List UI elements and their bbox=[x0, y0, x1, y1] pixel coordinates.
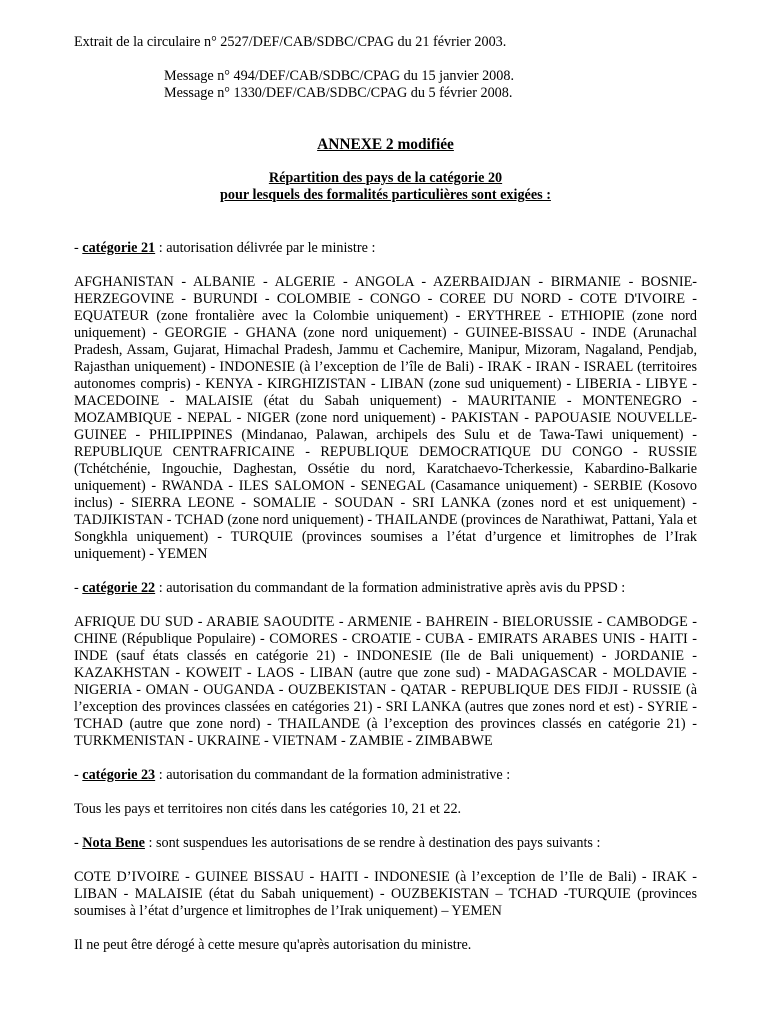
nota-bene-label: Nota Bene bbox=[82, 835, 145, 851]
message-reference-2: Message n° 1330/DEF/CAB/SDBC/CPAG du 5 février 2008. bbox=[164, 85, 513, 101]
footer-note: Il ne peut être dérogé à cette mesure qu'après autorisation du ministre. bbox=[74, 937, 472, 953]
subtitle-line-1: Répartition des pays de la catégorie 20 bbox=[268, 170, 503, 186]
category-23-label: catégorie 23 bbox=[82, 767, 156, 783]
category-22-label: catégorie 22 bbox=[82, 580, 156, 596]
category-21-heading: - catégorie 21 : autorisation délivrée par le ministre : bbox=[74, 240, 376, 256]
annex-subtitle bbox=[74, 170, 697, 204]
annex-title: ANNEXE 2 modifiée bbox=[317, 136, 454, 153]
message-reference-1: Message n° 494/DEF/CAB/SDBC/CPAG du 15 janvier 2008. bbox=[164, 68, 515, 84]
category-21-countries: AFGHANISTAN - ALBANIE - ALGERIE - ANGOLA - AZERBAIDJAN - BIRMANIE - BOSNIE-HERZEGOVINE - BURUNDI - COLOMBIE - CONGO - COREE DU NORD - COTE D'IVOIRE - EQUATEUR (zone frontalière avec la Colombie uniquement) - ERYTHREE - ETHIOPIE (zone nord uniquement) - GEORGIE - GHANA (zone nord uniquement) - GUINEE-BISSAU - INDE (Arunachal Pradesh, Assam, Gujarat, Himachal Pradesh, Jammu et Cachemire, Manipur, Mizoram, Nagaland, Pendjab, Rajasthan uniquement) - INDONESIE (à l’exception de l’île de Bali) - IRAK - IRAN - ISRAEL (territoires autonomes compris) - KENYA - KIRGHIZISTAN - LIBAN (zone sud uniquement) - LIBERIA - LIBYE - MACEDOINE - MALAISIE (état du Sabah uniquement) - MAURITANIE - MONTENEGRO - MOZAMBIQUE - NEPAL - NIGER (zone nord uniquement) - PAKISTAN - PAPOUASIE NOUVELLE-GUINEE - PHILIPPINES (Mindanao, Palawan, archipels des Sulu et de Tawa-Tawi uniquement) - REPUBLIQUE CENTRAFRICAINE - REPUBLIQUE DEMOCRATIQUE DU CONGO - RUSSIE (Tchétchénie, Ingouchie, Daghestan, Ossétie du nord, Karatchaevo-Tcherkessie, Kabardino-Balkarie uniquement) - RWANDA - ILES SALOMON - SENEGAL (Casamance uniquement) - SERBIE (Kosovo inclus) - SIERRA LEONE - SOMALIE - SOUDAN - SRI LANKA (zones nord et est uniquement) - TADJIKISTAN - TCHAD (zone nord uniquement) - THAILANDE (provinces de Narathiwat, Pattani, Yala et Songkhla uniquement) - TURQUIE (provinces soumises a l’état d’urgence et limitrophes de l’Irak uniquement) - YEMEN bbox=[74, 274, 697, 562]
category-22-heading: - catégorie 22 : autorisation du commandant de la formation administrative après avis du PPSD : bbox=[74, 580, 626, 596]
suspended-countries: COTE D’IVOIRE - GUINEE BISSAU - HAITI - INDONESIE (à l’exception de l’Ile de Bali) - IRAK - LIBAN - MALAISIE (état du Sabah uniquement) - OUZBEKISTAN – TCHAD -TURQUIE (provinces soumises à l’état d’urgence et limitrophes de l’Irak uniquement) – YEMEN bbox=[74, 869, 697, 919]
circular-reference: Extrait de la circulaire n° 2527/DEF/CAB/SDBC/CPAG du 21 février 2003. bbox=[74, 34, 507, 50]
category-23-body: Tous les pays et territoires non cités dans les catégories 10, 21 et 22. bbox=[74, 801, 462, 817]
category-21-label: catégorie 21 bbox=[82, 240, 156, 256]
category-23-heading: - catégorie 23 : autorisation du commandant de la formation administrative : bbox=[74, 767, 511, 783]
document-page bbox=[74, 34, 697, 954]
subtitle-line-2: pour lesquels des formalités particulières sont exigées : bbox=[220, 187, 551, 203]
category-22-countries: AFRIQUE DU SUD - ARABIE SAOUDITE - ARMENIE - BAHREIN - BIELORUSSIE - CAMBODGE - CHINE (République Populaire) - COMORES - CROATIE - CUBA - EMIRATS ARABES UNIS - HAITI - INDE (sauf états classés en catégorie 21) - INDONESIE (Ile de Bali uniquement) - JORDANIE - KAZAKHSTAN - KOWEIT - LAOS - LIBAN (autre que zone sud) - MADAGASCAR - MOLDAVIE - NIGERIA - OMAN - OUGANDA - OUZBEKISTAN - QATAR - REPUBLIQUE DES FIDJI - RUSSIE (à l’exception des provinces classées en catégories 21) - SRI LANKA (autres que zones nord et est) - SYRIE - TCHAD (autre que zone nord) - THAILANDE (à l’exception des provinces classés en catégorie 21) - TURKMENISTAN - UKRAINE - VIETNAM - ZAMBIE - ZIMBABWE bbox=[74, 614, 697, 749]
nota-bene-heading: - Nota Bene : sont suspendues les autorisations de se rendre à destination des pays suivants : bbox=[74, 835, 601, 851]
